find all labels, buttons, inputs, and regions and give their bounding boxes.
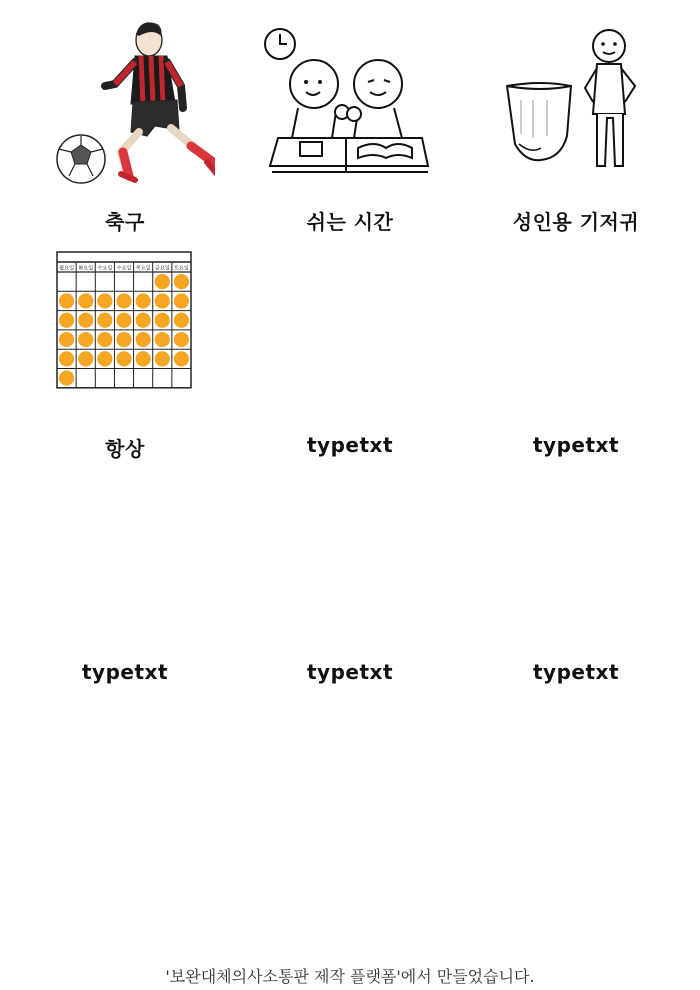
calendar-day-dot <box>136 313 151 328</box>
adult-diaper-icon <box>501 26 651 174</box>
calendar-day-dot <box>97 293 112 308</box>
card-placeholder[interactable] <box>237 237 463 464</box>
card-label: typetxt <box>533 660 619 684</box>
card-label: typetxt <box>307 660 393 684</box>
calendar-day-dot <box>116 293 131 308</box>
card-picture <box>463 464 689 644</box>
card-picture <box>463 237 689 417</box>
card-break-time[interactable] <box>237 10 463 237</box>
calendar-day-dot <box>78 313 93 328</box>
calendar-day-dot <box>174 351 189 366</box>
calendar-day-dot <box>59 371 74 386</box>
card-label: typetxt <box>82 660 168 684</box>
calendar-day-dot <box>59 351 74 366</box>
soccer-player-icon <box>35 12 215 188</box>
card-picture <box>237 237 463 417</box>
calendar-day-dot <box>174 332 189 347</box>
calendar-weekday: 목요일 <box>135 265 151 272</box>
calendar-day-dot <box>116 313 131 328</box>
calendar-weekday: 금요일 <box>154 265 170 272</box>
calendar-day-dot <box>155 293 170 308</box>
card-label: typetxt <box>307 433 393 457</box>
calendar-day-dot <box>136 351 151 366</box>
calendar-day-dot <box>59 313 74 328</box>
calendar-day-dot <box>155 332 170 347</box>
calendar-day-dot <box>59 293 74 308</box>
calendar-day-dot <box>97 351 112 366</box>
calendar-day-dot <box>155 313 170 328</box>
card-placeholder[interactable] <box>463 237 689 464</box>
calendar-day-dot <box>78 293 93 308</box>
card-picture <box>237 464 463 644</box>
calendar-weekday: 수요일 <box>97 265 113 272</box>
calendar-day-dot <box>174 313 189 328</box>
calendar-day-dot <box>136 293 151 308</box>
calendar-day-dot <box>116 351 131 366</box>
calendar-day-dot <box>97 332 112 347</box>
card-picture <box>12 464 238 644</box>
card-label: typetxt <box>533 433 619 457</box>
calendar-day-dot <box>174 293 189 308</box>
calendar-weekday: 화요일 <box>78 265 94 272</box>
calendar-weekday: 토요일 <box>173 265 189 272</box>
card-soccer[interactable] <box>12 10 238 237</box>
card-label: 쉬는 시간 <box>306 210 394 234</box>
break-time-icon <box>262 26 438 174</box>
card-picture <box>237 10 463 190</box>
card-picture <box>12 237 238 417</box>
calendar-weekday: 월요일 <box>59 265 75 272</box>
calendar-day-dot <box>136 332 151 347</box>
calendar-day-dot <box>155 274 170 289</box>
card-label: 성인용 기저귀 <box>512 210 640 234</box>
card-always[interactable] <box>12 237 238 464</box>
calendar-day-dot <box>116 332 131 347</box>
card-label: 항상 <box>105 437 145 461</box>
footer-credit: '보완대체의사소통판 제작 플랫폼'에서 만들었습니다. <box>165 967 535 986</box>
card-adult-diaper[interactable] <box>463 10 689 237</box>
calendar-weekday: 수요일 <box>116 265 132 272</box>
calendar-day-dot <box>78 351 93 366</box>
card-placeholder[interactable] <box>12 464 238 691</box>
card-picture <box>463 10 689 190</box>
card-placeholder[interactable] <box>237 464 463 691</box>
calendar-always-icon <box>55 250 195 404</box>
calendar-day-dot <box>97 313 112 328</box>
calendar-day-dot <box>174 274 189 289</box>
card-picture <box>12 10 238 190</box>
calendar-day-dot <box>59 332 74 347</box>
calendar-day-dot <box>78 332 93 347</box>
card-placeholder[interactable] <box>463 464 689 691</box>
calendar-day-dot <box>155 351 170 366</box>
card-label: 축구 <box>105 210 145 234</box>
